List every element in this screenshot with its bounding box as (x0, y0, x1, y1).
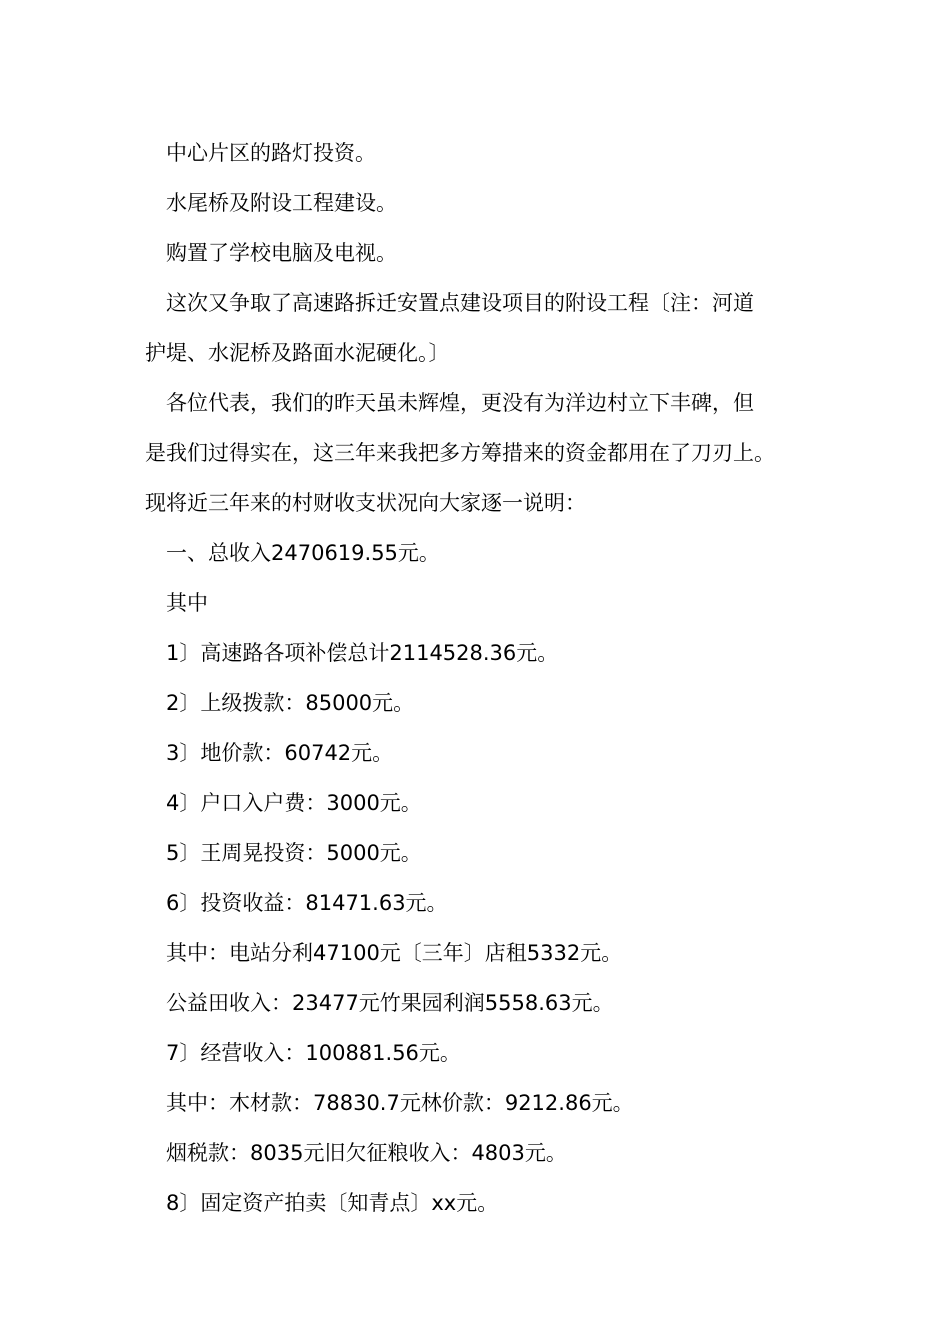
list-item: 1〕高速路各项补偿总计2114528.36元。 (166, 641, 559, 665)
list-item: 6〕投资收益：81471.63元。 (166, 891, 448, 915)
document-body (145, 128, 825, 1228)
list-item: 3〕地价款：60742元。 (166, 741, 394, 765)
list-item: 8〕固定资产拍卖〔知青点〕xx元。 (166, 1191, 499, 1215)
paragraph-line: 护堤、水泥桥及路面水泥硬化。〕 (145, 341, 450, 365)
paragraph-line: 购置了学校电脑及电视。 (166, 241, 397, 265)
list-item: 4〕户口入户费：3000元。 (166, 791, 422, 815)
paragraph-line: 其中：木材款：78830.7元林价款：9212.86元。 (166, 1091, 634, 1115)
list-item: 5〕王周晃投资：5000元。 (166, 841, 422, 865)
paragraph-line: 各位代表，我们的昨天虽未辉煌，更没有为洋边村立下丰碑，但 (166, 391, 754, 415)
list-item: 7〕经营收入：100881.56元。 (166, 1041, 461, 1065)
paragraph-line: 水尾桥及附设工程建设。 (166, 191, 397, 215)
list-item: 2〕上级拨款：85000元。 (166, 691, 415, 715)
section-heading: 一、总收入2470619.55元。 (166, 541, 440, 565)
paragraph-line: 这次又争取了高速路拆迁安置点建设项目的附设工程〔注：河道 (166, 291, 754, 315)
paragraph-line: 其中：电站分利47100元〔三年〕店租5332元。 (166, 941, 623, 965)
paragraph-line: 烟税款：8035元旧欠征粮收入：4803元。 (166, 1141, 567, 1165)
paragraph-line: 公益田收入：23477元竹果园利润5558.63元。 (166, 991, 614, 1015)
paragraph-line: 是我们过得实在，这三年来我把多方筹措来的资金都用在了刀刃上。 (145, 441, 775, 465)
paragraph-line: 中心片区的路灯投资。 (166, 141, 376, 165)
paragraph-line: 现将近三年来的村财收支状况向大家逐一说明： (145, 491, 586, 515)
paragraph-line: 其中 (166, 591, 208, 615)
